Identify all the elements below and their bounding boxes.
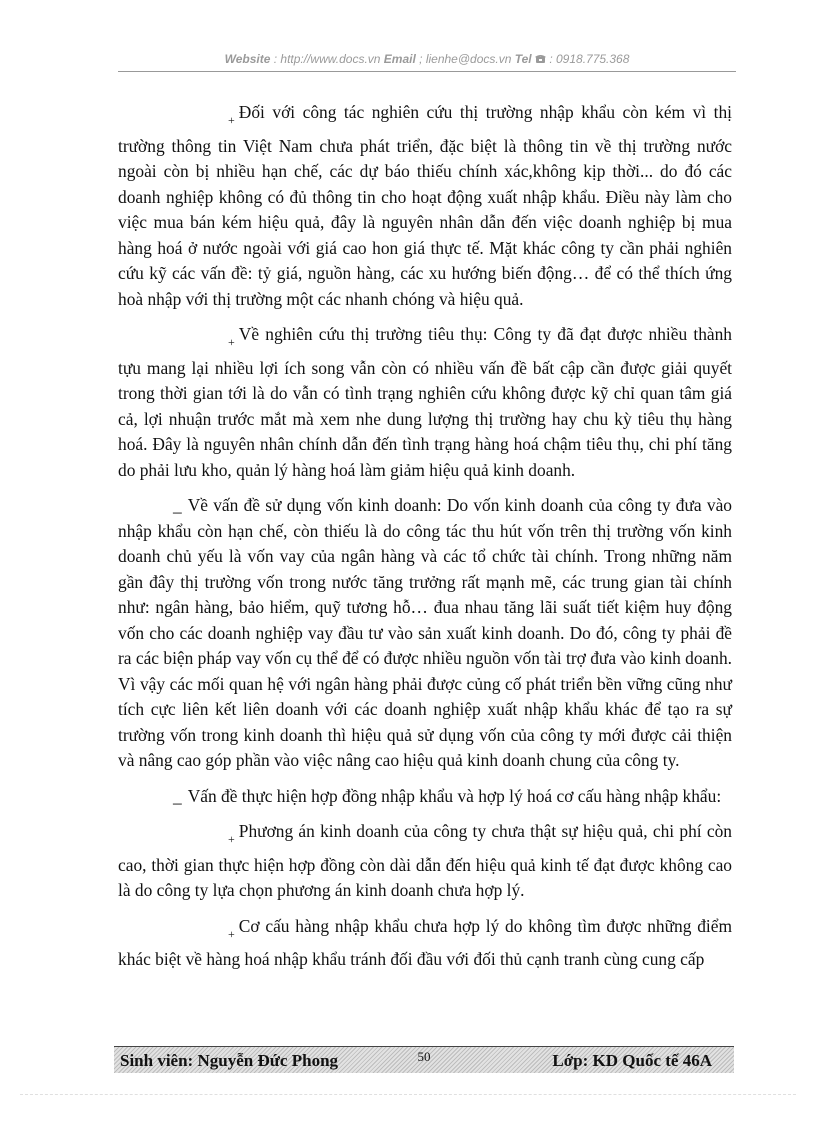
- paragraph-text: Về vấn đề sử dụng vốn kinh doanh: Do vốn kinh doanh của công ty đưa vào nhập khẩu còn hạn chế, còn thiếu là do công tác thu hút vốn trên thị trường vốn kinh doanh chủ yếu là vốn vay của ngân hàng và các tổ chức tài chính. Trong những năm gần đây thị trường vốn trong nước tăng trưởng rất mạnh mẽ, các trung gian tài chính như: ngân hàng, bảo hiểm, quỹ tương hỗ… đua nhau tăng lãi suất tiết kiệm huy động vốn cho các doanh nghiệp vay đầu tư vào sản xuất kinh doanh. Do đó, công ty phải đề ra các biện pháp vay vốn cụ thể để có được nhiều nguồn vốn tài trợ đưa vào kinh doanh. Vì vậy các mối quan hệ với ngân hàng phải được củng cố phát triển bền vững cũng như tích cực liên kết liên doanh với các doanh nghiệp xuất nhập khẩu khác để tạo ra sự trường vốn trong kinh doanh thì hiệu quả sử dụng vốn của công ty mới được cải thiện và nâng cao góp phần vào việc nâng cao hiệu quả kinh doanh chung của công ty.: [118, 495, 732, 770]
- paragraph: [118, 100, 732, 312]
- paragraph-text: Về nghiên cứu thị trường tiêu thụ: Công ty đã đạt được nhiều thành tựu mang lại nhiều lợi ích song vẫn còn có nhiều vấn đề bất cập cần được giải quyết trong thời gian tới là do vẫn có tình trạng nghiên cứu không được kỹ chỉ quan tâm giá cả, lợi nhuận trước mắt mà xem nhe dung lượng thị trường hay chu kỳ tiêu thụ hàng hoá. Đây là nguyên nhân chính dẫn đến tình trạng hàng hoá chậm tiêu thụ, chi phí tăng do phải lưu kho, quản lý hàng hoá làm giảm hiệu quả kinh doanh.: [118, 324, 732, 480]
- bullet-marker: +: [228, 926, 235, 941]
- paragraph: [118, 493, 732, 774]
- paragraph-text: Phương án kinh doanh của công ty chưa thật sự hiệu quả, chi phí còn cao, thời gian thực hiện hợp đồng còn dài dẫn đến hiệu quả kinh tế đạt được không cao là do công ty lựa chọn phương án kinh doanh chưa hợp lý.: [118, 821, 732, 900]
- page-number: 50: [417, 1049, 431, 1064]
- email-label: Email: [383, 52, 416, 66]
- footer-student: Sinh viên: Nguyễn Đức Phong: [120, 1051, 339, 1070]
- phone-icon: [535, 54, 546, 64]
- bullet-marker: +: [228, 335, 235, 349]
- website-label: Website: [224, 52, 271, 66]
- bullet-marker: +: [228, 832, 235, 846]
- page-header: [118, 52, 736, 66]
- paragraph-text: Cơ cấu hàng nhập khẩu chưa hợp lý do không tìm được những điểm khác biệt về hàng hoá nhập khẩu tránh đối đầu với đối thủ cạnh tranh cùng cung cấp: [118, 915, 732, 969]
- email-value: ; lienhe@docs.vn: [419, 52, 512, 66]
- paragraph-text: Đối với công tác nghiên cứu thị trường nhập khẩu còn kém vì thị trường thông tin Việt Nam chưa phát triển, đặc biệt là thông tin về thị trường nước ngoài còn bị nhiều hạn chế, các dự báo thiếu chính xác,không kịp thời... do đó các doanh nghiệp không có đủ thông tin cho hoạt động xuất nhập khẩu. Điều này làm cho việc mua bán kém hiệu quả, đây là nguyên nhân dẫn đến việc doanh nghiệp bị mua hàng hoá ở nước ngoài với giá cao hon giá thực tế. Mặt khác công ty cần phải nghiên cứu kỹ các vấn đề: tỷ giá, nguồn hàng, các xu hướng biến động… để có thể thích ứng hoà nhập với thị trường một các nhanh chóng và hiệu quả.: [118, 102, 732, 309]
- website-value: : http://www.docs.vn: [273, 52, 381, 66]
- paragraph: [118, 819, 732, 904]
- dash-marker: _: [173, 495, 182, 515]
- paragraph-text: Vấn đề thực hiện hợp đồng nhập khẩu và hợp lý hoá cơ cấu hàng nhập khẩu:: [187, 785, 722, 806]
- paragraph: [118, 784, 732, 810]
- tel-label: Tel: [514, 52, 532, 66]
- dash-marker: _: [173, 785, 182, 806]
- page-edge-divider: [20, 1094, 796, 1095]
- page-footer: [114, 1046, 734, 1073]
- tel-value: : 0918.775.368: [549, 52, 630, 66]
- header-divider: [118, 71, 736, 72]
- bullet-marker: +: [228, 113, 235, 127]
- footer-class: Lớp: KD Quốc tế 46A: [552, 1051, 712, 1070]
- paragraph: [118, 322, 732, 483]
- paragraph: [118, 914, 732, 973]
- document-body: [118, 100, 732, 983]
